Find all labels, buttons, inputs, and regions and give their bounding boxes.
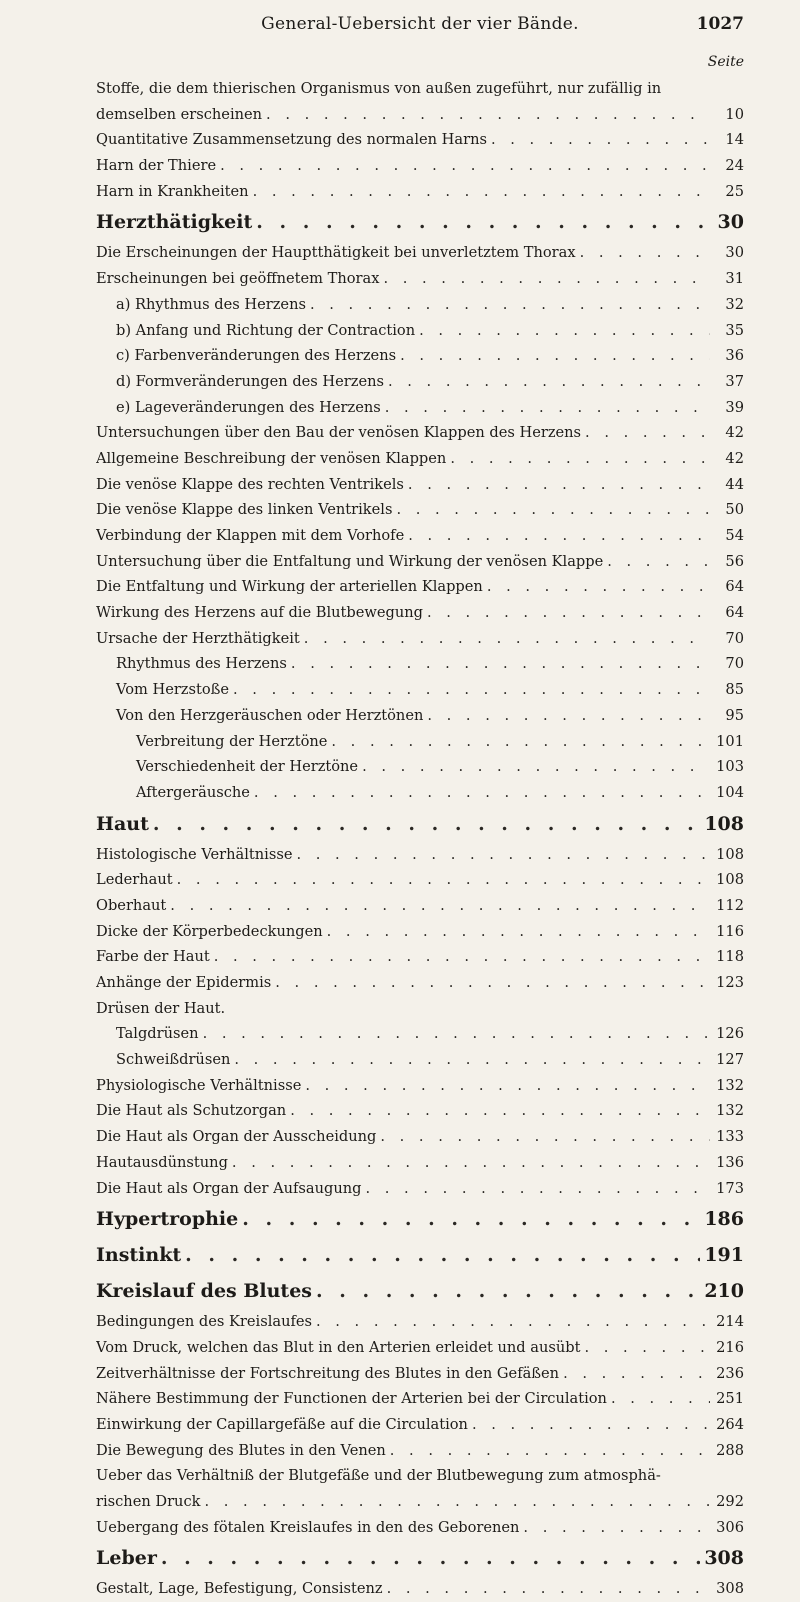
toc-entry-page: 14 (725, 131, 744, 149)
dot-leader (170, 893, 710, 919)
page-column-label: Seite (707, 54, 744, 70)
toc-entry-page: 103 (716, 758, 744, 776)
toc-entry (96, 1021, 744, 1047)
toc-entry (96, 677, 744, 703)
toc-entry-text: Histologische Verhältnisse (96, 845, 293, 863)
dot-leader (253, 179, 710, 205)
toc-section-heading (96, 1540, 744, 1576)
toc-entry (96, 1489, 744, 1515)
toc-entry-page: 186 (704, 1208, 744, 1231)
toc-section-heading (96, 1201, 744, 1237)
toc-entry-page: 127 (716, 1051, 744, 1069)
toc-entry (96, 1361, 744, 1387)
toc-entry (96, 395, 744, 421)
toc-entry (96, 318, 744, 344)
dot-leader (491, 127, 710, 153)
toc-entry-page: 306 (716, 1518, 744, 1536)
dot-leader (331, 729, 710, 755)
toc-entry-page: 64 (725, 604, 744, 622)
toc-entry (96, 1098, 744, 1124)
toc-entry-text: b) Anfang und Richtung der Contraction (116, 321, 416, 339)
dot-leader (232, 1150, 710, 1176)
toc-entry-page: 85 (725, 681, 744, 699)
toc-entry-page: 25 (725, 182, 744, 200)
toc-entry-text: Leber (96, 1547, 157, 1570)
toc-entry-page: 70 (725, 655, 744, 673)
toc-entry (96, 1412, 744, 1438)
toc-entry (96, 549, 744, 575)
toc-entry-text: a) Rhythmus des Herzens (116, 295, 306, 313)
toc-entry-page: 126 (716, 1025, 744, 1043)
toc-entry-page: 288 (716, 1441, 744, 1459)
toc-entry-text: c) Farbenveränderungen des Herzens (116, 347, 397, 365)
dot-leader (203, 1021, 710, 1047)
toc-entry-text: Untersuchungen über den Bau der venösen Klappen des Herzens (96, 424, 582, 442)
dot-leader (607, 549, 710, 575)
toc-entry (96, 523, 744, 549)
toc-entry (96, 600, 744, 626)
dot-leader (316, 1309, 710, 1335)
toc-entry-page: 31 (725, 270, 744, 288)
toc-section-heading (96, 806, 744, 842)
toc-entry (96, 179, 744, 205)
toc-entry (96, 446, 744, 472)
running-head (96, 0, 744, 48)
toc-entry-text: Quantitative Zusammensetzung des normalen Harns (96, 131, 487, 149)
toc-entry (96, 867, 744, 893)
toc-entry-text: Physiologische Verhältnisse (96, 1076, 302, 1094)
dot-leader (256, 204, 710, 240)
toc-entry (96, 1438, 744, 1464)
toc-entry-page: 70 (725, 629, 744, 647)
dot-leader (487, 574, 710, 600)
dot-leader (362, 754, 710, 780)
toc-entry (96, 1463, 744, 1489)
toc-entry-text: Ursache der Herzthätigkeit (96, 629, 300, 647)
toc-entry-page: 54 (725, 527, 744, 544)
toc-section-heading (96, 1237, 744, 1273)
toc-entry-page: 42 (725, 424, 744, 442)
toc-entry-page: 118 (716, 948, 744, 966)
toc-entry-text: Dicke der Körperbedeckungen (96, 922, 323, 940)
dot-leader (419, 318, 710, 344)
dot-leader (585, 420, 710, 446)
toc-entry-text: Von den Herzgeräuschen oder Herztönen (116, 706, 424, 724)
toc-entry-text: Hautausdünstung (96, 1153, 228, 1171)
toc-entry-page: 36 (725, 347, 744, 365)
toc-entry-page: 35 (725, 321, 744, 339)
toc-entry-page: 236 (716, 1364, 744, 1382)
dot-leader (242, 1201, 700, 1237)
dot-leader (584, 1335, 710, 1361)
toc-entry (96, 893, 744, 919)
dot-leader (408, 472, 710, 498)
toc-entry-text: Einwirkung der Capillargefäße auf die Circulation (96, 1415, 468, 1433)
toc-entry (96, 1176, 744, 1202)
toc-entry-text: Harn in Krankheiten (96, 182, 249, 200)
toc-entry-text: Die Haut als Organ der Ausscheidung (96, 1128, 377, 1146)
dot-leader (275, 970, 710, 996)
toc-entry-text: Nähere Bestimmung der Functionen der Arterien bei der Circulation (96, 1390, 607, 1408)
toc-entry-text: Lederhaut (96, 871, 173, 889)
toc-entry (96, 292, 744, 318)
toc-entry-text: Ueber das Verhältniß der Blutgefäße und der Blutbewegung zum atmosphä- (96, 1467, 661, 1485)
dot-leader (523, 1515, 710, 1541)
dot-leader (266, 102, 710, 128)
toc-entry-text: Allgemeine Beschreibung der venösen Klappen (96, 449, 447, 467)
dot-leader (291, 651, 710, 677)
toc-entry-page: 136 (716, 1153, 744, 1171)
toc-entry-page: 308 (716, 1580, 744, 1598)
toc-entry (96, 240, 744, 266)
toc-entry-page: 264 (716, 1415, 744, 1433)
dot-leader (290, 1098, 710, 1124)
running-title: General-Uebersicht der vier Bände. (261, 14, 579, 34)
dot-leader (316, 1273, 700, 1309)
toc-entry-text: Gestalt, Lage, Befestigung, Consistenz (96, 1580, 383, 1598)
toc-entry-text: Schweißdrüsen (116, 1051, 231, 1069)
toc-entry-text: Haut (96, 812, 149, 835)
toc-entry (96, 472, 744, 498)
toc-entry-page: 37 (725, 372, 744, 390)
dot-leader (305, 1073, 710, 1099)
toc-entry-page: 116 (716, 922, 744, 940)
toc-entry-text: Erscheinungen bei geöffnetem Thorax (96, 270, 380, 288)
dot-leader (161, 1540, 700, 1576)
toc-entry (96, 1309, 744, 1335)
dot-leader (254, 780, 710, 806)
toc-entry-text: Talgdrüsen (116, 1025, 199, 1043)
toc-entry-page: 64 (725, 578, 744, 596)
toc-entry-page: 42 (725, 449, 744, 467)
toc-entry-text: rischen Druck (96, 1493, 201, 1510)
dot-leader (296, 842, 710, 868)
dot-leader (177, 867, 710, 893)
toc-entry-page: 112 (716, 896, 744, 914)
dot-leader (366, 1176, 711, 1202)
toc-entry-text: Anhänge der Epidermis (96, 974, 272, 991)
dot-leader (233, 677, 710, 703)
toc-entry-text: Vom Herzstoße (116, 681, 230, 699)
toc-entry-page: 24 (725, 157, 744, 175)
dot-leader (427, 600, 710, 626)
toc-entry-page: 123 (716, 974, 744, 991)
dot-leader (234, 1047, 710, 1073)
toc-entry-text: Oberhaut (96, 896, 167, 914)
toc-entry-text: Farbe der Haut (96, 948, 210, 966)
toc-entry (96, 842, 744, 868)
toc-entry-page: 214 (716, 1313, 744, 1331)
toc-entry (96, 127, 744, 153)
toc-entry (96, 651, 744, 677)
dot-leader (396, 497, 710, 523)
toc-entry-text: Kreislauf des Blutes (96, 1280, 312, 1303)
dot-leader (387, 1576, 710, 1602)
toc-section-heading (96, 1273, 744, 1309)
toc-entry-text: Verschiedenheit der Herztöne (136, 758, 359, 776)
toc-entry (96, 1515, 744, 1541)
dot-leader (385, 395, 710, 421)
toc-entry-text: Drüsen der Haut. (96, 999, 226, 1017)
toc-entry (96, 343, 744, 369)
toc-entry (96, 729, 744, 755)
dot-leader (472, 1412, 710, 1438)
dot-leader (408, 523, 710, 549)
dot-leader (427, 703, 710, 729)
toc-entry (96, 153, 744, 179)
page-number: 1027 (696, 14, 744, 34)
toc-entry-text: Aftergeräusche (136, 783, 250, 801)
toc-entry-page: 39 (725, 398, 744, 416)
toc-entry-page: 132 (716, 1102, 744, 1120)
toc-entry-text: Verbindung der Klappen mit dem Vorhofe (96, 527, 405, 544)
dot-leader (390, 1438, 710, 1464)
toc-entry-text: Die venöse Klappe des linken Ventrikels (96, 501, 393, 519)
dot-leader (327, 919, 710, 945)
toc-entry (96, 497, 744, 523)
toc-entry (96, 970, 744, 996)
toc-entry-page: 44 (725, 475, 744, 493)
toc-entry (96, 76, 744, 102)
toc-entry (96, 1073, 744, 1099)
toc-entry-text: demselben erscheinen (96, 105, 263, 123)
toc-entry (96, 574, 744, 600)
toc-entry (96, 703, 744, 729)
dot-leader (204, 1489, 710, 1515)
toc-entry-text: Die Entfaltung und Wirkung der arteriellen Klappen (96, 578, 483, 596)
toc-entry (96, 996, 744, 1022)
toc-entry-page: 30 (717, 211, 744, 234)
toc-section-heading (96, 204, 744, 240)
toc-entry-text: Verbreitung der Herztöne (136, 732, 328, 750)
toc-entry-page: 108 (716, 871, 744, 889)
toc-entry (96, 626, 744, 652)
toc-entry-text: Vom Druck, welchen das Blut in den Arterien erleidet und ausübt (96, 1338, 581, 1356)
toc-entry-text: Die Bewegung des Blutes in den Venen (96, 1441, 386, 1459)
toc-entry (96, 919, 744, 945)
dot-leader (383, 266, 710, 292)
toc-entry-text: Stoffe, die dem thierischen Organismus von außen zugeführt, nur zufällig in (96, 80, 662, 97)
toc-entry (96, 420, 744, 446)
toc-entry-page: 216 (716, 1338, 744, 1356)
toc-entry-page: 101 (716, 732, 744, 750)
dot-leader (400, 343, 710, 369)
toc-entry-text: Harn der Thiere (96, 157, 217, 175)
toc-entry-text: Hypertrophie (96, 1208, 239, 1231)
toc-entry-page: 104 (716, 783, 744, 801)
toc-entry-text: Instinkt (96, 1244, 182, 1267)
dot-leader (388, 369, 710, 395)
toc-entry (96, 944, 744, 970)
dot-leader (185, 1237, 700, 1273)
table-of-contents (96, 76, 744, 1602)
toc-entry (96, 102, 744, 128)
toc-entry-text: d) Formveränderungen des Herzens (116, 372, 384, 390)
toc-entry (96, 780, 744, 806)
toc-entry-page: 251 (716, 1390, 744, 1408)
dot-leader (153, 806, 700, 842)
toc-entry-text: Wirkung des Herzens auf die Blutbewegung (96, 604, 423, 622)
toc-entry-text: Die Erscheinungen der Hauptthätigkeit bei unverletztem Thorax (96, 244, 576, 262)
toc-entry (96, 754, 744, 780)
toc-entry (96, 369, 744, 395)
toc-entry-page: 56 (725, 552, 744, 570)
toc-entry-page: 292 (716, 1493, 744, 1510)
dot-leader (380, 1124, 710, 1150)
toc-entry-page: 108 (716, 845, 744, 863)
toc-entry-page: 191 (704, 1244, 744, 1267)
toc-entry (96, 1047, 744, 1073)
toc-entry-text: Die Haut als Schutzorgan (96, 1102, 287, 1120)
toc-entry (96, 1124, 744, 1150)
toc-entry-page: 108 (704, 812, 744, 835)
toc-entry-text: Untersuchung über die Entfaltung und Wirkung der venösen Klappe (96, 552, 604, 570)
dot-leader (580, 240, 710, 266)
toc-entry-page: 10 (725, 105, 744, 123)
dot-leader (304, 626, 710, 652)
toc-entry-page: 50 (725, 501, 744, 519)
toc-entry (96, 1335, 744, 1361)
toc-entry-page: 95 (725, 706, 744, 724)
toc-entry-text: Bedingungen des Kreislaufes (96, 1313, 312, 1331)
toc-entry-page: 210 (704, 1280, 744, 1303)
toc-entry-page: 133 (716, 1128, 744, 1146)
toc-entry-text: Zeitverhältnisse der Fortschreitung des Blutes in den Gefäßen (96, 1364, 560, 1382)
dot-leader (214, 944, 710, 970)
toc-entry-text: Die venöse Klappe des rechten Ventrikels (96, 475, 404, 493)
toc-entry-page: 30 (725, 244, 744, 262)
toc-entry-page: 132 (716, 1076, 744, 1094)
toc-entry-text: Herzthätigkeit (96, 211, 253, 234)
toc-entry (96, 266, 744, 292)
dot-leader (310, 292, 710, 318)
dot-leader (450, 446, 710, 472)
toc-entry-text: e) Lageveränderungen des Herzens (116, 398, 381, 416)
dot-leader (563, 1361, 710, 1387)
dot-leader (611, 1386, 710, 1412)
toc-entry-text: Rhythmus des Herzens (116, 655, 287, 673)
toc-entry-text: Uebergang des fötalen Kreislaufes in den des Geborenen (96, 1518, 520, 1536)
toc-entry-page: 173 (716, 1179, 744, 1197)
dot-leader (220, 153, 710, 179)
toc-entry (96, 1386, 744, 1412)
toc-entry (96, 1576, 744, 1602)
toc-entry-page: 32 (725, 295, 744, 313)
toc-entry-page: 308 (704, 1547, 744, 1570)
toc-entry (96, 1150, 744, 1176)
toc-entry-text: Die Haut als Organ der Aufsaugung (96, 1179, 362, 1197)
